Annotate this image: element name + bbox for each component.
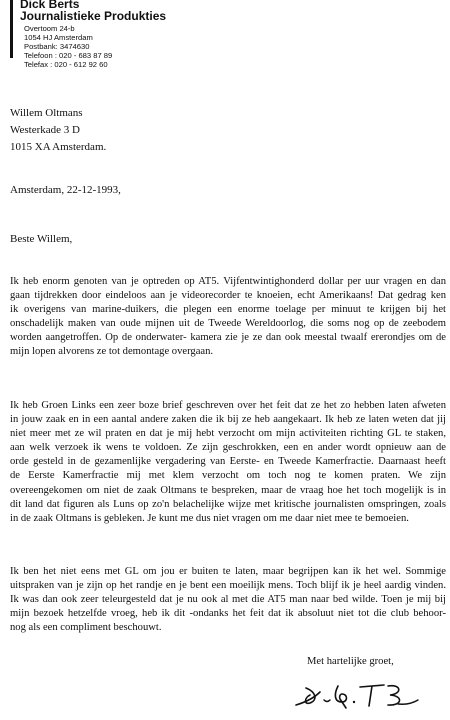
paragraph-line: ik overigens van marine-duikers, die plegen een enorme toelage per minuut te krijgen bij het [10,304,446,316]
letterhead-postcode: 1054 HJ Amsterdam [24,33,93,42]
paragraph-line: gaan tijdrekken door eindeloos aan je videorecorder te knoeien, echt Amerikaans! Dat gedrag ken [10,290,446,302]
recipient-address [10,105,106,156]
letterhead-contact [24,24,112,69]
paragraph-line: aan welk verzoek ik wens te voldoen. Ze zijn geschrokken, een en ander wordt opnieuw aan de [10,442,446,454]
letterhead-company: Journalistieke Produkties [20,9,167,23]
paragraph-line: Ik heb Groen Links een zeer boze brief geschreven over het feit dat ze het zo hebben laten afweten [10,400,446,411]
recipient-city: 1015 XA Amsterdam. [10,141,107,153]
paragraph-line: nog als een compliment beschouwt. [10,622,162,634]
paragraph-line: worden aangetroffen. Op de onderwater- kamera zie je ze dan ook meestal twaalf ererondjes om de [10,332,446,344]
signature-icon [292,678,422,710]
letterhead-bar [10,0,13,58]
letter-date: Amsterdam, 22-12-1993, [10,184,121,196]
paragraph-line: in de zaak Oltmans is gebleken. Je kunt me dus niet vragen om me daar niet mee te bemoeien. [10,512,409,524]
closing: Met hartelijke groet, [307,656,394,667]
paragraph-line: Ik ben het niet eens met GL om jou er buiten te laten, maar begrijpen kan ik het wel. Sommige [10,566,446,577]
paragraph-2 [10,399,446,526]
paragraph-line: dit land dat figuren als Luns op zo'n belachelijke wijze met kritische journalisten omspringen, zoals [10,498,446,510]
salutation: Beste Willem, [10,233,73,245]
paragraph-line: in jouw zaak en in een aantal andere zaken die ik bij ze heb aangekaart. Ik heb ze laten weten dat jij [10,414,446,426]
letterhead-address: Overtoom 24-b [24,24,75,33]
paragraph-1 [10,275,446,360]
paragraph-3 [10,565,446,635]
paragraph-line: orde gesteld in de gezamenlijke vergadering van Eerste- en Tweede Kamerfractie. Daarnaast heeft [10,456,446,468]
letterhead-telefax: Telefax : 020 - 612 92 60 [24,60,108,69]
paragraph-line: niet meer met ze wil praten en dat je mij hebt verzocht om mijn activiteiten richting GL te staken, [10,428,446,440]
paragraph-line: mijn bezoek hetzelfde vroeg, heb ik dit -ondanks het feit dat ik absoluut niet tot die club behoor- [10,608,446,620]
paragraph-line: de Eerste Kamerfractie mij met klem verzocht om toch nog te komen praten. We zijn [10,470,446,482]
paragraph-line: Ik was dan ook zeer teleurgesteld dat je nu ook al met die AT5 man naar bed wilde. Toen je mij bij [10,594,446,606]
letterhead-telephone: Telefoon : 020 - 683 87 89 [24,51,113,60]
paragraph-line: mijn lopen alvorens ze tot demontage overgaan. [10,346,214,358]
letterhead-name: Dick Berts [20,0,80,11]
recipient-street: Westerkade 3 D [10,124,80,136]
paragraph-line: Ik heb enorm genoten van je optreden op AT5. Vijfentwintighonderd dollar per uur vragen en dan [10,276,446,287]
paragraph-line: uitspraken van je zijn op het randje en je bent een moeilijk mens. Toch blijf ik je heel aardig vinden. [10,580,446,592]
paragraph-line: overeengekomen om niet de zaak Oltmans te bespreken, maar de vraag hoe het toch mogelijk is in [10,484,446,496]
recipient-name: Willem Oltmans [10,107,83,119]
letterhead-postbank: Postbank: 3474630 [24,42,90,51]
paragraph-line: onschadelijk maken van oude mijnen uit de Tweede Wereldoorlog, die soms nog op de zeebodem [10,318,446,330]
